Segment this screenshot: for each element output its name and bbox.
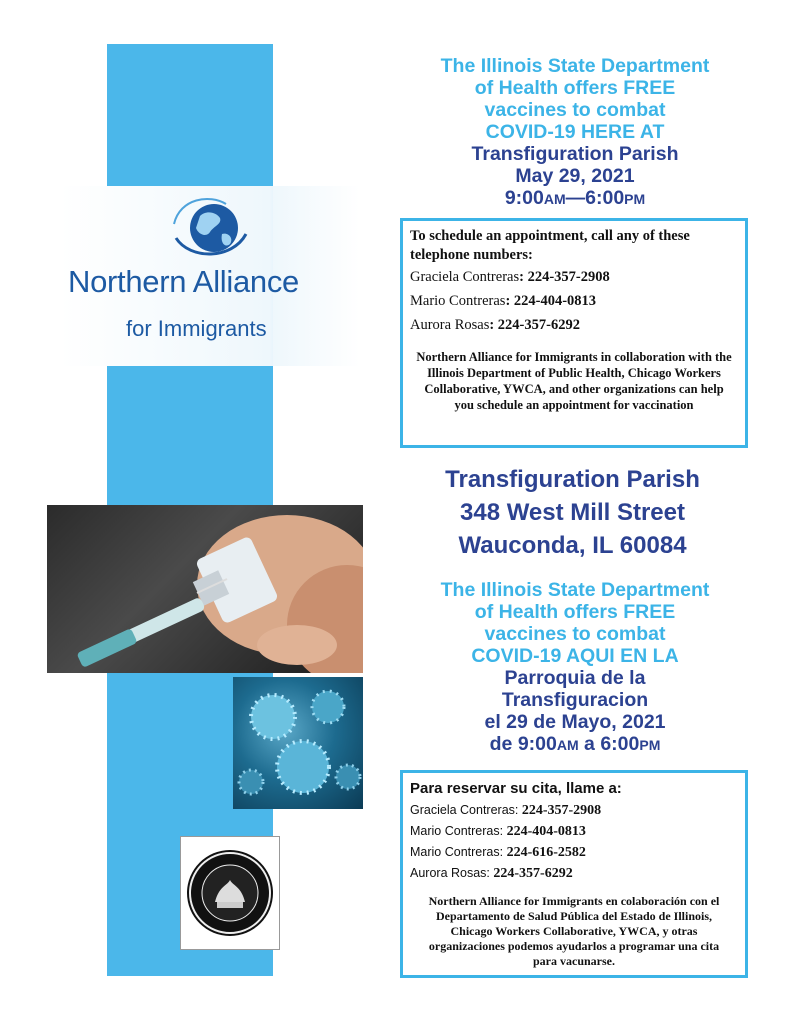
contact-row bbox=[410, 821, 738, 842]
contact-name: Graciela Contreras: bbox=[410, 803, 522, 817]
address-line: Wauconda, IL 60084 bbox=[458, 532, 687, 559]
english-heading-line: COVID-19 HERE AT bbox=[485, 121, 665, 143]
english-heading-line: vaccines to combat bbox=[484, 99, 666, 121]
contact-row bbox=[410, 265, 738, 289]
english-parish-line: Transfiguration Parish bbox=[471, 143, 679, 165]
time-middle: a bbox=[578, 733, 601, 755]
address-line: 348 West Mill Street bbox=[460, 499, 685, 526]
contact-name: Aurora Rosas: bbox=[410, 866, 494, 880]
virus-image bbox=[233, 677, 363, 809]
time-end: 6:00 bbox=[585, 187, 625, 209]
time-start: 9:00 bbox=[504, 187, 544, 209]
contact-phone: 224-357-6292 bbox=[493, 866, 573, 881]
vaccine-photo bbox=[47, 505, 363, 673]
contact-name: Aurora Rosas bbox=[410, 317, 490, 333]
spanish-heading bbox=[395, 579, 755, 756]
contact-row bbox=[410, 289, 738, 313]
logo-subtitle: for Immigrants bbox=[126, 316, 267, 341]
chicago-workers-seal bbox=[180, 836, 280, 950]
time-start: 9:00 bbox=[517, 733, 557, 755]
contact-phone: : 224-357-2908 bbox=[519, 269, 610, 285]
english-collaboration-paragraph: Northern Alliance for Immigrants in collaboration with the Illinois Department of Public Health, Chicago Workers Collaborative, YWCA, and other organizations can help you schedule an appointment for vaccination bbox=[416, 350, 732, 412]
spanish-time-line bbox=[395, 733, 755, 756]
english-heading bbox=[395, 55, 755, 210]
contact-phone: 224-616-2582 bbox=[506, 845, 586, 860]
contact-name: Graciela Contreras bbox=[410, 269, 520, 285]
contact-phone: : 224-357-6292 bbox=[489, 317, 580, 333]
address-line: Transfiguration Parish bbox=[445, 466, 700, 493]
english-contact-lead: To schedule an appointment, call any of these telephone numbers: bbox=[410, 228, 690, 263]
virus-illustration bbox=[233, 677, 363, 809]
contact-phone: 224-404-0813 bbox=[506, 824, 586, 839]
spanish-heading-line: of Health offers FREE bbox=[474, 601, 676, 623]
time-end: 6:00 bbox=[600, 733, 640, 755]
contact-row bbox=[410, 863, 738, 884]
seal-icon bbox=[187, 850, 273, 936]
spanish-heading-line: The Illinois State Department bbox=[440, 579, 710, 601]
spanish-date-line: el 29 de Mayo, 2021 bbox=[484, 711, 666, 733]
time-prefix: de bbox=[489, 733, 518, 755]
northern-alliance-logo bbox=[60, 186, 360, 366]
english-time-line bbox=[395, 187, 755, 210]
english-heading-line: The Illinois State Department bbox=[440, 55, 710, 77]
parish-address bbox=[400, 463, 745, 562]
time-start-suffix: AM bbox=[556, 737, 579, 753]
contact-phone: : 224-404-0813 bbox=[505, 293, 597, 309]
english-contact-box bbox=[400, 218, 748, 448]
contact-name: Mario Contreras bbox=[410, 293, 506, 309]
spanish-collaboration-paragraph: Northern Alliance for Immigrants en colaboración con el Departamento de Salud Pública del Estado de Illinois, Chicago Workers Collaborative, YWCA, y otras organizaciones podemos ayudarlos a programar una cita para vacunarse. bbox=[428, 894, 720, 968]
english-date-line: May 29, 2021 bbox=[515, 165, 635, 187]
contact-row bbox=[410, 842, 738, 863]
seal-emblem bbox=[187, 850, 273, 936]
contact-row bbox=[410, 313, 738, 337]
time-end-suffix: PM bbox=[639, 737, 661, 753]
english-heading-line: of Health offers FREE bbox=[474, 77, 676, 99]
globe-icon bbox=[170, 194, 250, 264]
time-end-suffix: PM bbox=[624, 191, 646, 207]
spanish-heading-line: vaccines to combat bbox=[484, 623, 666, 645]
spanish-parish-line: Transfiguracion bbox=[501, 689, 649, 711]
logo-title: Northern Alliance bbox=[68, 264, 299, 299]
spanish-heading-line: COVID-19 AQUI EN LA bbox=[471, 645, 679, 667]
spanish-contact-lead: Para reservar su cita, llame a: bbox=[410, 780, 622, 797]
time-start-suffix: AM bbox=[543, 191, 566, 207]
spanish-parish-line: Parroquia de la bbox=[504, 667, 646, 689]
vaccine-illustration bbox=[47, 505, 363, 673]
contact-name: Mario Contreras: bbox=[410, 824, 507, 838]
time-dash: — bbox=[565, 187, 586, 209]
contact-name: Mario Contreras: bbox=[410, 845, 507, 859]
contact-row bbox=[410, 800, 738, 821]
contact-phone: 224-357-2908 bbox=[521, 803, 602, 818]
spanish-contact-box bbox=[400, 770, 748, 978]
